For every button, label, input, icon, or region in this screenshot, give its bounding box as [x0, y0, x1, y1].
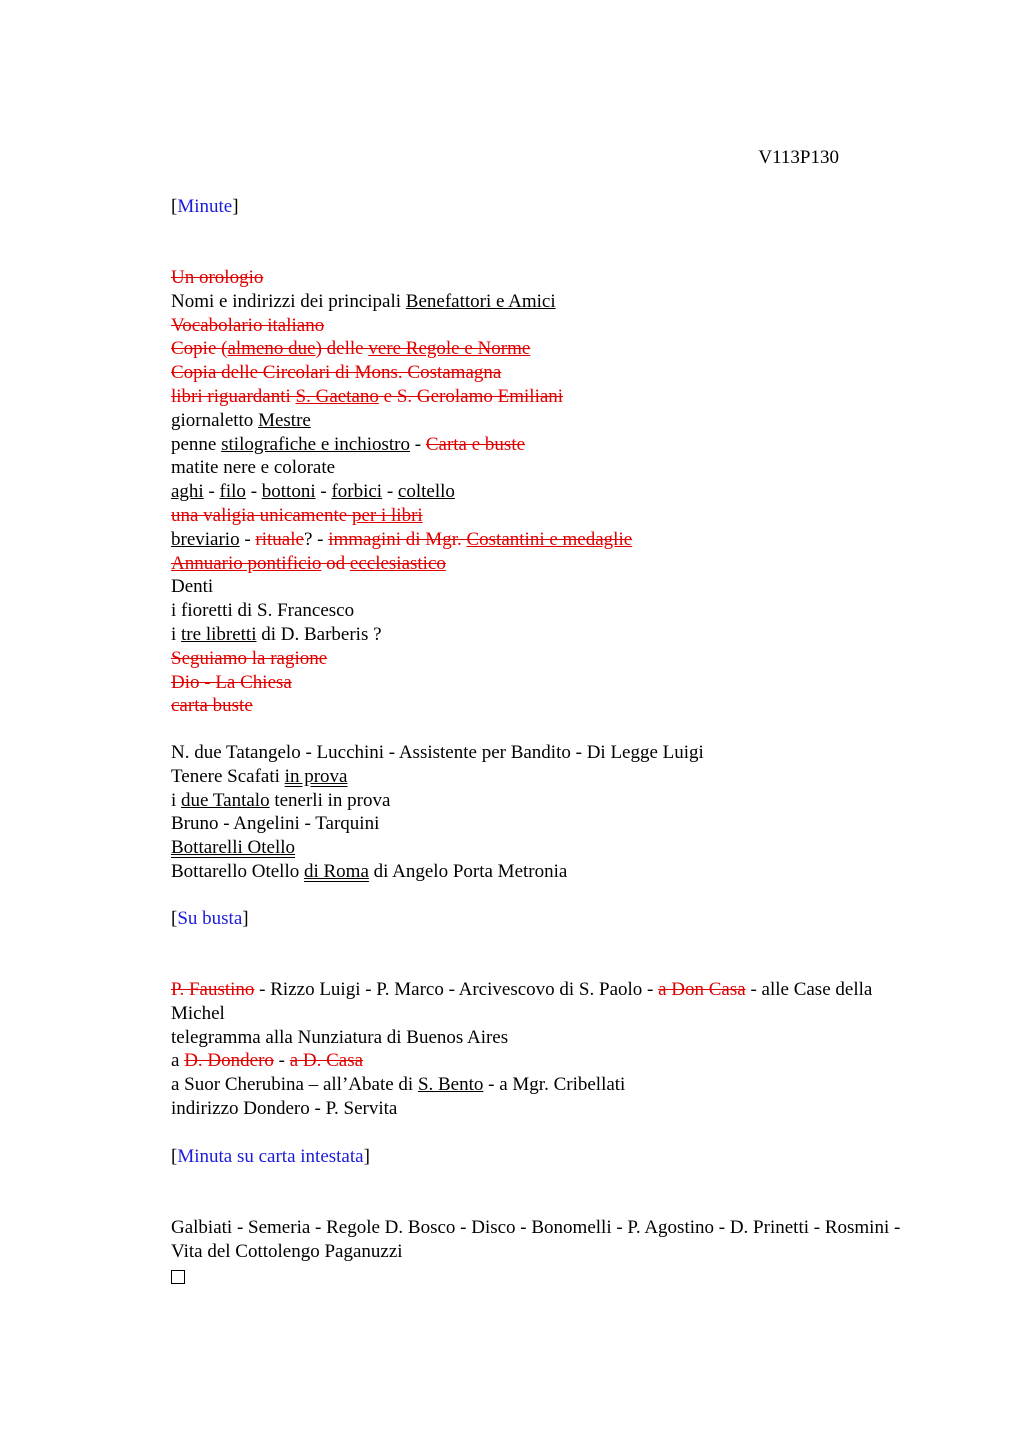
- struck-text: una valigia unicamente: [171, 504, 352, 526]
- text-line: [171, 694, 911, 718]
- text-segment: di Roma: [303, 860, 369, 882]
- text-segment: aghi: [171, 481, 204, 503]
- struck-text: Vocabolario italiano: [171, 314, 325, 336]
- section-heading-minuta-carta-intestata: [Minuta su carta intestata]: [171, 1146, 370, 1167]
- text-line: [171, 741, 911, 765]
- checkbox-marker: [171, 1265, 911, 1291]
- struck-text: immagini di Mgr.: [328, 528, 467, 550]
- text-line: [171, 409, 911, 433]
- text-line: [171, 575, 911, 599]
- text-segment: Denti: [171, 576, 214, 598]
- text-segment: -: [203, 481, 220, 503]
- text-segment: -: [315, 481, 332, 503]
- text-segment: Bottarelli Otello: [171, 837, 296, 859]
- text-segment: -: [239, 528, 256, 550]
- struck-text: ) delle: [315, 338, 369, 360]
- letterhead-notes: [171, 1216, 911, 1264]
- text-segment: breviario: [171, 528, 240, 550]
- text-segment: N. due Tatangelo - Lucchini - Assistente per Bandito - Di Legge Luigi: [171, 742, 704, 763]
- text-segment: giornaletto: [171, 409, 259, 431]
- struck-text: almeno due: [227, 338, 316, 360]
- section-heading-label: Minuta su carta intestata: [177, 1146, 364, 1167]
- text-segment: - a Mgr. Cribellati: [483, 1074, 626, 1096]
- text-line: [171, 1097, 911, 1121]
- section-heading-su-busta: [Su busta]: [171, 908, 249, 929]
- envelope-notes: [171, 978, 911, 1121]
- text-segment: penne: [171, 433, 222, 455]
- text-segment: -: [245, 481, 262, 503]
- struck-text: ecclesiastico: [349, 552, 446, 574]
- text-line: [171, 1073, 911, 1097]
- text-segment: bottoni: [261, 481, 316, 503]
- text-segment: Tenere Scafati: [171, 765, 285, 787]
- text-segment: i fioretti di S. Francesco: [171, 600, 355, 622]
- text-segment: ? -: [303, 528, 329, 550]
- struck-text: a D. Casa: [289, 1050, 364, 1072]
- text-segment: a: [171, 1050, 185, 1072]
- minute-list: [171, 266, 911, 718]
- names-list: [171, 741, 911, 884]
- section-heading-label: Su busta: [177, 908, 243, 929]
- struck-text: e S. Gerolamo Emiliani: [378, 385, 564, 407]
- text-segment: forbici: [331, 481, 383, 503]
- text-segment: tenerli in prova: [269, 789, 391, 811]
- text-line: [171, 860, 911, 884]
- text-segment: Benefattori e Amici: [405, 290, 556, 312]
- text-line: [171, 456, 911, 480]
- text-line: [171, 290, 911, 314]
- text-segment: S. Bento: [417, 1074, 484, 1096]
- text-segment: - Rizzo Luigi - P. Marco - Arcivescovo di S. Paolo -: [254, 979, 659, 1000]
- struck-text: vere Regole e Norme: [368, 338, 531, 360]
- text-line: [171, 812, 911, 836]
- text-segment: -: [382, 481, 398, 503]
- text-segment: -: [273, 1050, 290, 1072]
- text-segment: matite nere e colorate: [171, 457, 336, 479]
- text-segment: - alle Case della Michel: [171, 979, 873, 1024]
- text-line: [171, 552, 911, 576]
- text-line: [171, 647, 911, 671]
- text-line: [171, 789, 911, 813]
- text-segment: tre libretti: [181, 623, 257, 645]
- empty-box-icon: [171, 1270, 185, 1284]
- text-line: [171, 337, 911, 361]
- text-segment: Nomi e indirizzi dei principali: [171, 290, 406, 312]
- struck-text: libri riguardanti: [171, 385, 296, 407]
- text-segment: Bruno - Angelini - Tarquini: [171, 813, 380, 835]
- section-heading-label: Minute: [177, 196, 233, 217]
- text-line: [171, 765, 911, 789]
- text-line: [171, 266, 911, 290]
- text-line: [171, 671, 911, 695]
- text-line: [171, 836, 911, 860]
- text-segment: indirizzo Dondero - P. Servita: [171, 1097, 398, 1119]
- text-segment: stilografiche e inchiostro: [221, 433, 411, 455]
- struck-text: Annuario pontificio: [171, 552, 322, 574]
- text-line: [171, 978, 911, 1026]
- struck-text: carta buste: [171, 695, 253, 717]
- struck-text: a Don Casa: [658, 979, 746, 1000]
- text-segment: a Suor Cherubina – all’Abate di: [171, 1074, 418, 1096]
- text-line: [171, 504, 911, 528]
- text-segment: telegramma alla Nunziatura di Buenos Aires: [171, 1026, 509, 1048]
- text-line: [171, 623, 911, 647]
- text-segment: di Angelo Porta Metronia: [368, 860, 568, 882]
- struck-text: Dio - La Chiesa: [171, 671, 292, 693]
- text-line: [171, 433, 911, 457]
- text-segment: Galbiati - Semeria - Regole D. Bosco - Disco - Bonomelli - P. Agostino - D. Prinetti - Rosmini - Vita del Cottolengo Paganuzzi: [171, 1217, 901, 1262]
- text-segment: i: [171, 623, 182, 645]
- struck-text: Costantini e medaglie: [466, 528, 633, 550]
- text-segment: -: [410, 433, 426, 455]
- struck-text: od: [321, 552, 350, 574]
- text-line: [171, 1026, 911, 1050]
- text-segment: i: [171, 789, 182, 811]
- struck-text: Copia delle Circolari di Mons. Costamagna: [171, 362, 502, 384]
- text-segment: due Tantalo: [181, 789, 270, 811]
- text-line: [171, 528, 911, 552]
- struck-text: Un orologio: [171, 267, 264, 288]
- struck-text: Carta e buste: [425, 433, 526, 455]
- section-heading-minute: [Minute]: [171, 196, 239, 217]
- text-segment: Mestre: [258, 409, 311, 431]
- text-line: [171, 480, 911, 504]
- struck-text: per i libri: [351, 504, 423, 526]
- text-segment: filo: [219, 481, 246, 503]
- struck-text: Seguiamo la ragione: [171, 647, 328, 669]
- struck-text: D. Dondero: [184, 1050, 274, 1072]
- text-line: [171, 1216, 911, 1264]
- text-segment: coltello: [397, 481, 455, 503]
- struck-text: rituale: [255, 528, 304, 550]
- text-segment: di D. Barberis ?: [256, 623, 382, 645]
- text-line: [171, 1049, 911, 1073]
- text-line: [171, 385, 911, 409]
- text-line: [171, 314, 911, 338]
- text-segment: in prova: [284, 765, 348, 787]
- text-line: [171, 361, 911, 385]
- text-segment: Bottarello Otello: [171, 860, 304, 882]
- document-reference-code: V113P130: [758, 147, 839, 168]
- struck-text: S. Gaetano: [295, 385, 379, 407]
- struck-text: Copie (: [171, 338, 228, 360]
- struck-text: P. Faustino: [171, 979, 255, 1000]
- text-line: [171, 599, 911, 623]
